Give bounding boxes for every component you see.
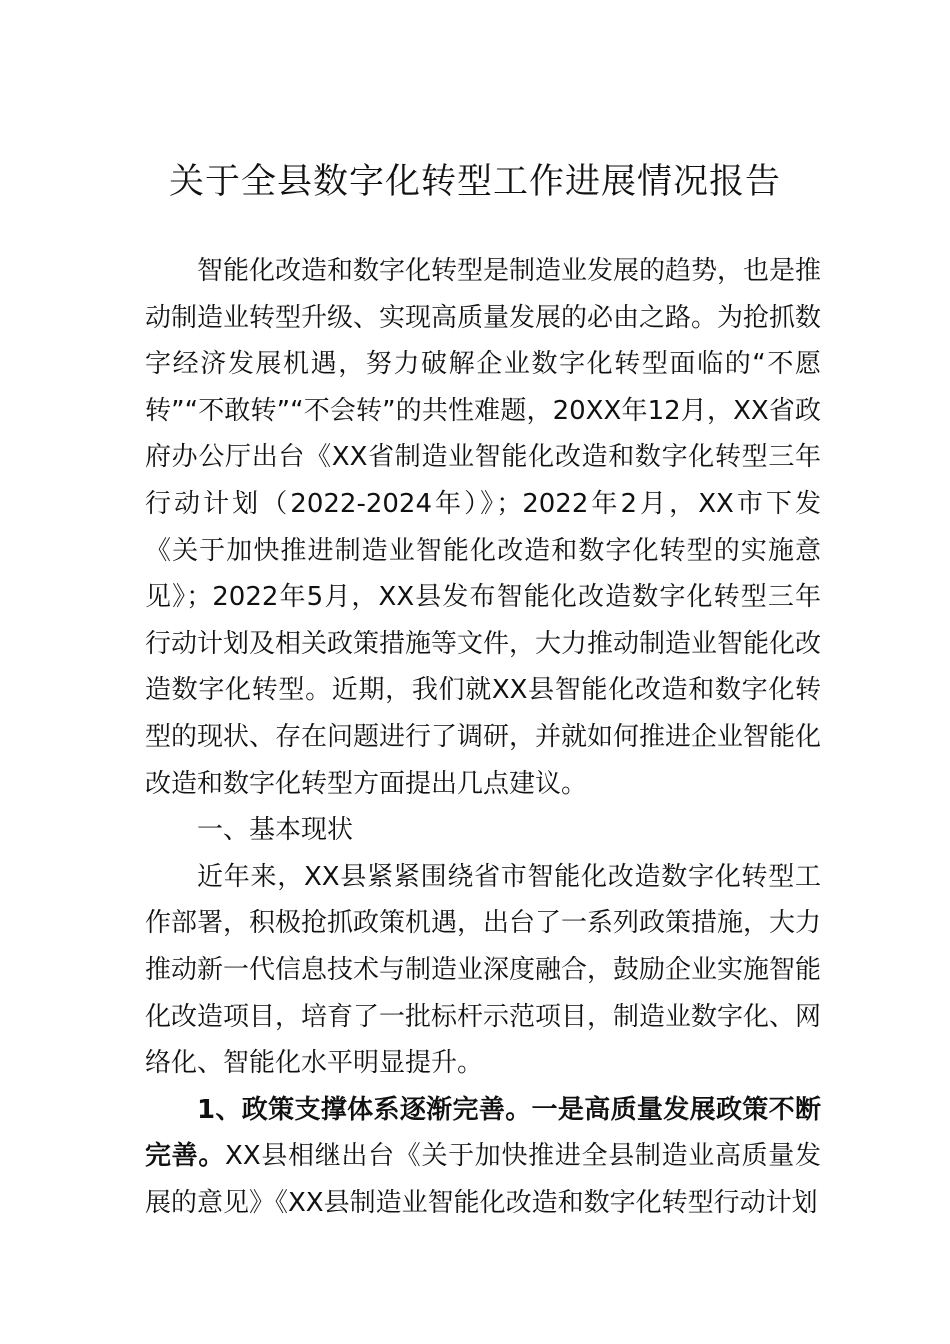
- point-1-lead: 1、政策支撑体系逐渐完善。一是高质量发展政策不断完善。: [145, 1094, 821, 1172]
- section-heading-basic-status: 一、基本现状: [197, 815, 354, 846]
- section-basic-status-paragraph: 近年来，XX县紧紧围绕省市智能化改造数字化转型工作部署，积极抢抓政策机遇，出台了一系列政策措施，大力推动新一代信息技术与制造业深度融合，鼓励企业实施智能化改造项目，培育了一批标杆示范项目，制造业数字化、网络化、智能化水平明显提升。: [145, 861, 822, 1079]
- document-body: [145, 248, 821, 1226]
- point-1-body: XX县相继出台《关于加快推进全县制造业高质量发展的意见》《XX县制造业智能化改造和数字化转型行动计划: [145, 1141, 821, 1218]
- intro-paragraph: 智能化改造和数字化转型是制造业发展的趋势，也是推动制造业转型升级、实现高质量发展的必由之路。为抢抓数字经济发展机遇，努力破解企业数字化转型面临的“不愿转”“不敢转”“不会转”的共性难题，20XX年12月，XX省政府办公厅出台《XX省制造业智能化改造和数字化转型三年行动计划（2022-2024年）》；2022年2月，XX市下发《关于加快推进制造业智能化改造和数字化转型的实施意见》；2022年5月，XX县发布智能化改造数字化转型三年行动计划及相关政策措施等文件，大力推动制造业智能化改造数字化转型。近期，我们就XX县智能化改造和数字化转型的现状、存在问题进行了调研，并就如何推进企业智能化改造和数字化转型方面提出几点建议。: [145, 256, 822, 799]
- point-1-paragraph: [145, 1087, 821, 1227]
- document-title: 关于全县数字化转型工作进展情况报告: [168, 162, 781, 202]
